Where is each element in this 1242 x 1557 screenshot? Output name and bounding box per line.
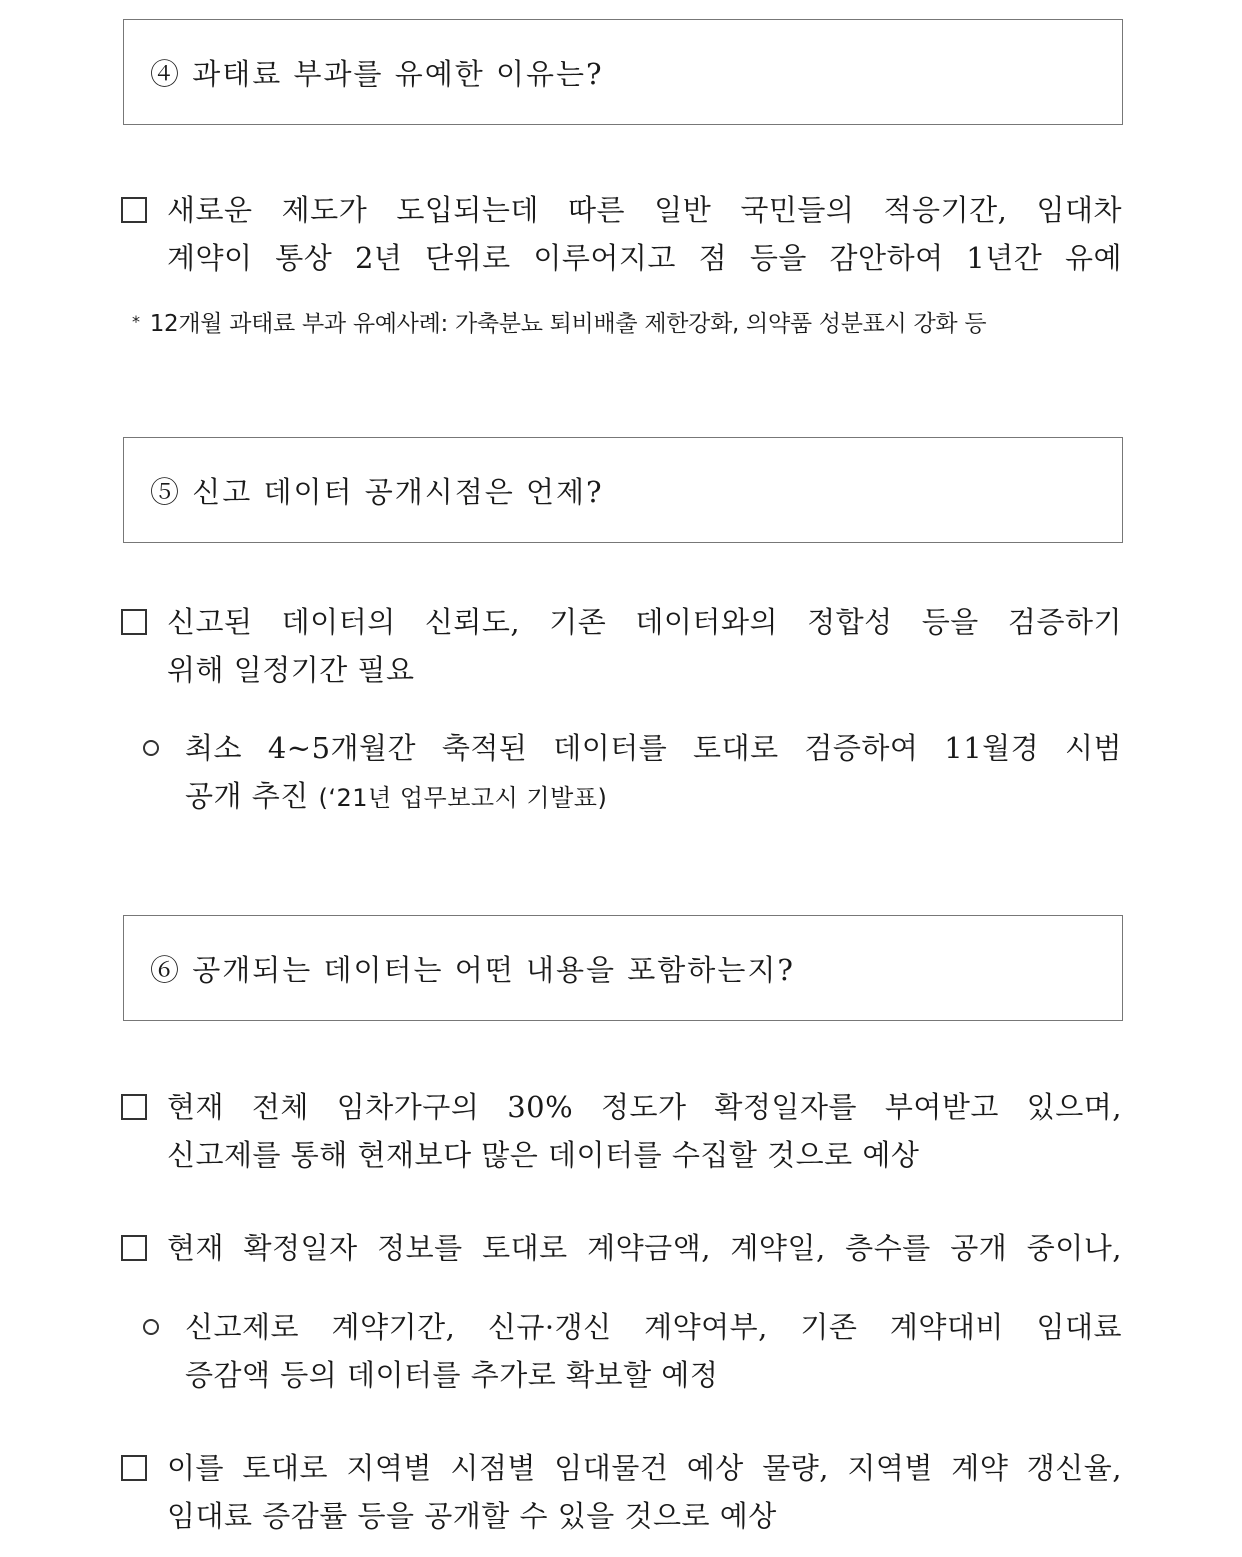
answer-suffix: (‘21년 업무보고시 기발표) bbox=[318, 784, 608, 812]
answer-item-5-2 bbox=[118, 724, 1122, 822]
footnote-4 bbox=[132, 306, 1112, 340]
checkbox-bullet-icon bbox=[121, 197, 147, 223]
circle-bullet-icon bbox=[143, 740, 159, 756]
answer-line: 임대료 증감률 등을 공개할 수 있을 것으로 예상 bbox=[167, 1499, 777, 1533]
answer-item-6-1 bbox=[118, 1083, 1122, 1179]
question-box-6 bbox=[123, 915, 1123, 1021]
answer-item-5-1 bbox=[118, 598, 1122, 694]
answer-line: 증감액 등의 데이터를 추가로 확보할 예정 bbox=[185, 1358, 719, 1392]
answer-line-with-suffix bbox=[185, 772, 1122, 822]
answer-item-4-1 bbox=[118, 186, 1122, 282]
checkbox-bullet-icon bbox=[121, 609, 147, 635]
answer-item-6-4 bbox=[118, 1444, 1122, 1540]
checkbox-bullet-icon bbox=[121, 1235, 147, 1261]
answer-line: 위해 일정기간 필요 bbox=[167, 653, 415, 687]
answer-line: 현재 전체 임차가구의 30% 정도가 확정일자를 부여받고 있으며, bbox=[167, 1090, 1122, 1124]
answer-line: 공개 추진 bbox=[185, 779, 309, 813]
question-title-5: ⑤ 신고 데이터 공개시점은 언제? bbox=[150, 474, 604, 509]
footnote-text: 12개월 과태료 부과 유예사례: 가축분뇨 퇴비배출 제한강화, 의약품 성분표시 강화 등 bbox=[149, 311, 987, 337]
answer-line: 현재 확정일자 정보를 토대로 계약금액, 계약일, 층수를 공개 중이나, bbox=[167, 1231, 1122, 1265]
question-box-4 bbox=[123, 19, 1123, 125]
answer-item-6-2 bbox=[118, 1224, 1122, 1272]
question-box-5 bbox=[123, 437, 1123, 543]
checkbox-bullet-icon bbox=[121, 1455, 147, 1481]
answer-line: 새로운 제도가 도입되는데 따른 일반 국민들의 적응기간, 임대차 bbox=[167, 193, 1122, 227]
question-title-6: ⑥ 공개되는 데이터는 어떤 내용을 포함하는지? bbox=[150, 952, 795, 987]
circle-bullet-icon bbox=[143, 1319, 159, 1335]
answer-line: 최소 4~5개월간 축적된 데이터를 토대로 검증하여 11월경 시범 bbox=[185, 731, 1122, 765]
question-title-4: ④ 과태료 부과를 유예한 이유는? bbox=[150, 56, 604, 91]
answer-line: 계약이 통상 2년 단위로 이루어지고 점 등을 감안하여 1년간 유예 bbox=[167, 241, 1122, 275]
answer-line: 이를 토대로 지역별 시점별 임대물건 예상 물량, 지역별 계약 갱신율, bbox=[167, 1451, 1122, 1485]
answer-line: 신고제를 통해 현재보다 많은 데이터를 수집할 것으로 예상 bbox=[167, 1138, 920, 1172]
asterisk-icon: * bbox=[132, 312, 140, 331]
checkbox-bullet-icon bbox=[121, 1094, 147, 1120]
answer-line: 신고된 데이터의 신뢰도, 기존 데이터와의 정합성 등을 검증하기 bbox=[167, 605, 1122, 639]
answer-item-6-3 bbox=[118, 1303, 1122, 1399]
answer-line: 신고제로 계약기간, 신규·갱신 계약여부, 기존 계약대비 임대료 bbox=[185, 1310, 1122, 1344]
